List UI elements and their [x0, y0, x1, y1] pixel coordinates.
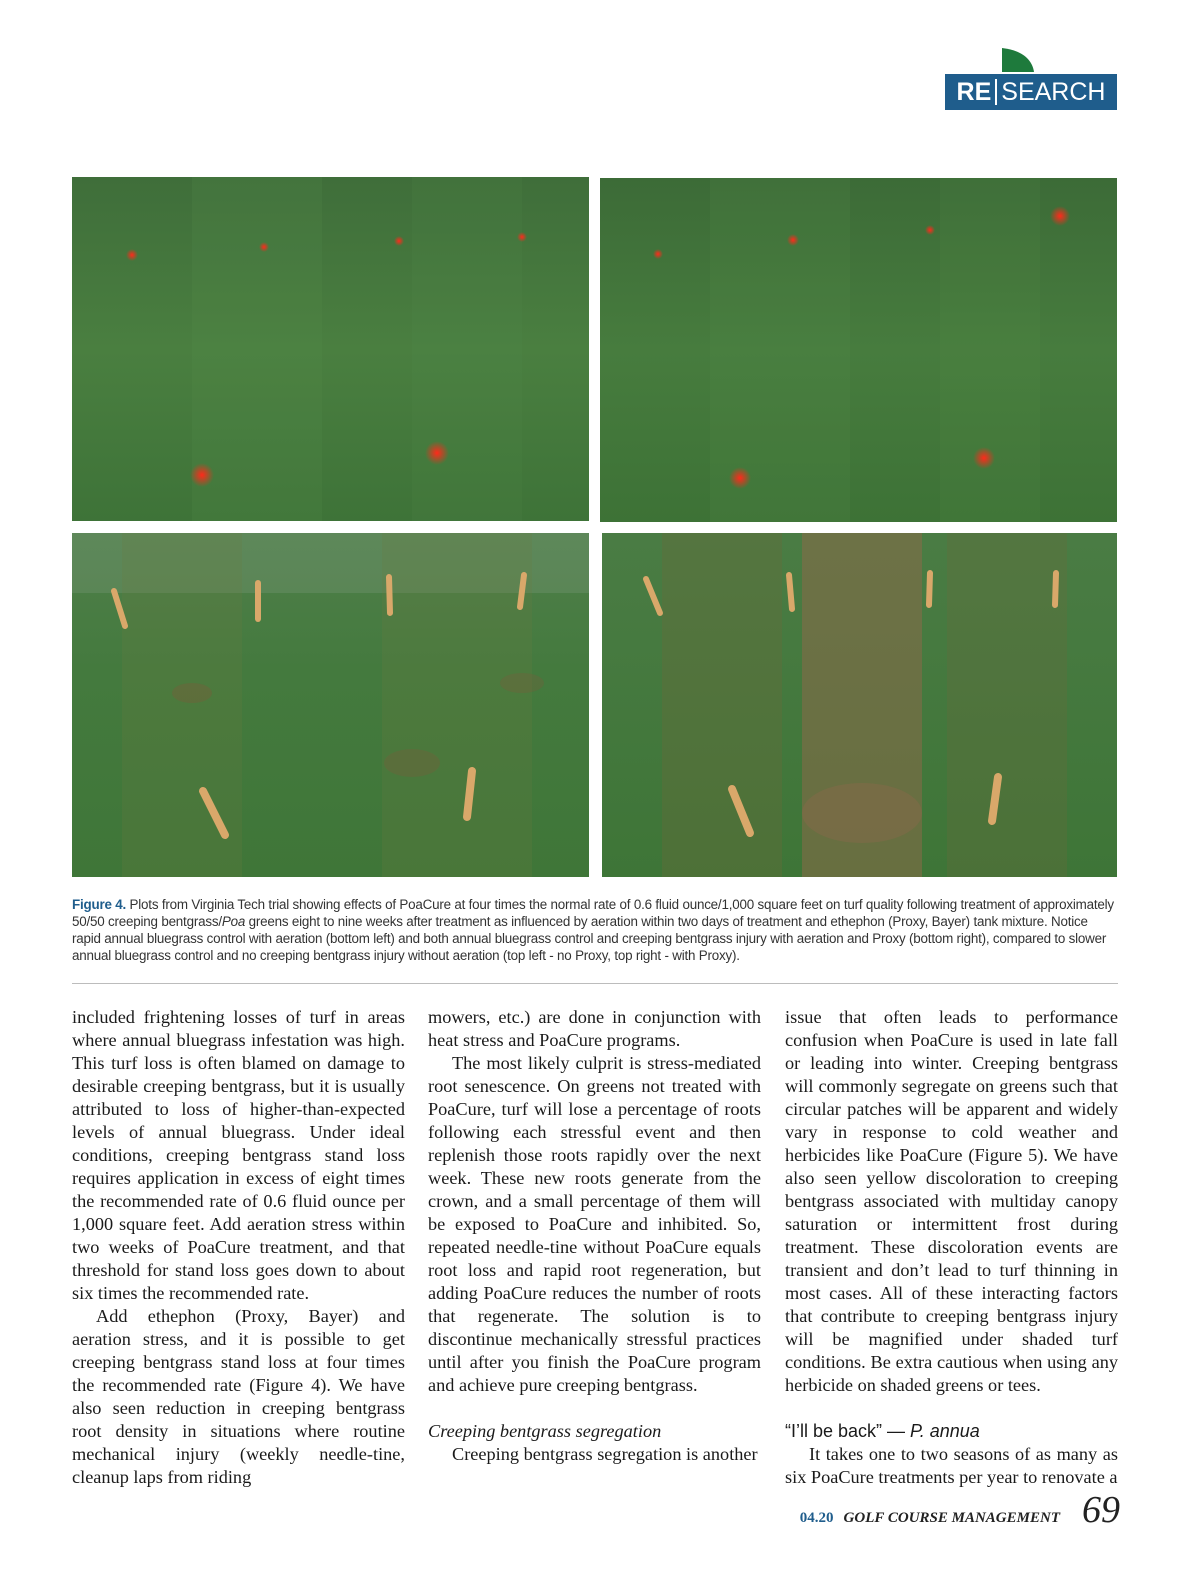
- col1-paragraph-1: included frightening losses of turf in areas where annual bluegrass infestation was high. This turf loss is often blamed on damage to desirable creeping bentgrass, but it is usually attributed to loss of higher-than-expected levels of annual bluegrass. Under ideal conditions, creeping bentgrass stand loss requires application in excess of eight times the recommended rate of 0.6 fluid ounce per 1,000 square feet. Add aeration stress within two weeks of PoaCure treatment, and that threshold for stand loss goes down to about six times the recommended rate.: [72, 1007, 405, 1303]
- section-divider: [995, 79, 997, 105]
- leaf-icon: [1002, 48, 1034, 72]
- col2-paragraph-3: Creeping bentgrass segregation is another: [452, 1444, 758, 1464]
- subheading-ill-be-back: [785, 1420, 1118, 1443]
- caption-text-1: Plots from Virginia Tech trial showing effects of PoaCure at four times the normal rate of 0.6 fluid ounce/1,000 square feet on turf quality following treatment of approximately 50/50 creeping bentgrass/: [72, 897, 1114, 929]
- section-label: [945, 74, 1117, 110]
- page-footer: [760, 1488, 1120, 1532]
- col1-paragraph-2: Add ethephon (Proxy, Bayer) and aeration stress, and it is possible to get creeping bentgrass stand loss at four times the recommended rate (Figure 4). We have also seen reduction in creeping bentgrass root density in situations where routine mechanical injury (weekly needle-tine, cleanup laps from riding: [72, 1306, 405, 1487]
- col3-paragraph-2: It takes one to two seasons of as many as six PoaCure treatments per year to renovate a: [785, 1444, 1118, 1487]
- page-number: 69: [1082, 1489, 1120, 1531]
- section-tag: [945, 48, 1117, 110]
- section-label-re: RE: [956, 77, 992, 106]
- footer-magazine: GOLF COURSE MANAGEMENT: [843, 1510, 1060, 1526]
- figure-photo-top-right: [600, 178, 1117, 522]
- figure-caption: [72, 896, 1118, 964]
- col2-paragraph-1: mowers, etc.) are done in conjunction with heat stress and PoaCure programs.: [428, 1007, 761, 1050]
- figure-photo-bottom-right: [602, 533, 1117, 877]
- article-column-1: [72, 1006, 405, 1489]
- caption-text-2: greens eight to nine weeks after treatment as influenced by aeration within two days of treatment and ethephon (Proxy, Bayer) tank mixture. Notice rapid annual bluegrass control with aeration (bottom left) and both annual bluegrass control and creeping bentgrass injury with aeration and Proxy (bottom right), compared to slower annual bluegrass control and no creeping bentgrass injury without aeration (top left - no Proxy, top right - with Proxy).: [72, 914, 1107, 963]
- subheading-text: “I’ll be back” —: [785, 1421, 911, 1441]
- article-column-3: [785, 1006, 1118, 1489]
- figure-label: Figure 4.: [72, 897, 127, 912]
- subheading-italic: P. annua: [910, 1421, 980, 1441]
- figure-photo-bottom-left: [72, 533, 589, 877]
- caption-italic: Poa: [221, 914, 246, 929]
- subheading-segregation: Creeping bentgrass segregation: [428, 1421, 662, 1441]
- col2-paragraph-2: The most likely culprit is stress-mediated root senescence. On greens not treated with PoaCure, turf will lose a percentage of roots following each stressful event and then replenish those roots rapidly over the next week. These new roots generate from the crown, and a small percentage of them will be exposed to PoaCure and inhibited. So, repeated needle-tine without PoaCure equals root loss and rapid root regeneration, but adding PoaCure reduces the number of roots that regenerate. The solution is to discontinue mechanically stressful practices until after you finish the PoaCure program and achieve pure creeping bentgrass.: [428, 1053, 761, 1395]
- caption-divider: [72, 983, 1118, 984]
- article-column-2: [428, 1006, 761, 1466]
- footer-issue: 04.20: [799, 1510, 834, 1526]
- figure-photo-top-left: [72, 177, 589, 521]
- section-label-search: SEARCH: [1001, 77, 1106, 106]
- col3-paragraph-1: issue that often leads to performance confusion when PoaCure is used in late fall or leading into winter. Creeping bentgrass will commonly segregate on greens such that circular patches will be apparent and widely vary in response to cold weather and herbicides like PoaCure (Figure 5). We have also seen yellow discoloration to creeping bentgrass associated with multiday canopy saturation or intermittent frost during treatment. These discoloration events are transient and don’t lead to turf thinning in most cases. All of these interacting factors that contribute to creeping bentgrass injury will be magnified under shaded turf conditions. Be extra cautious when using any herbicide on shaded greens or tees.: [785, 1007, 1118, 1395]
